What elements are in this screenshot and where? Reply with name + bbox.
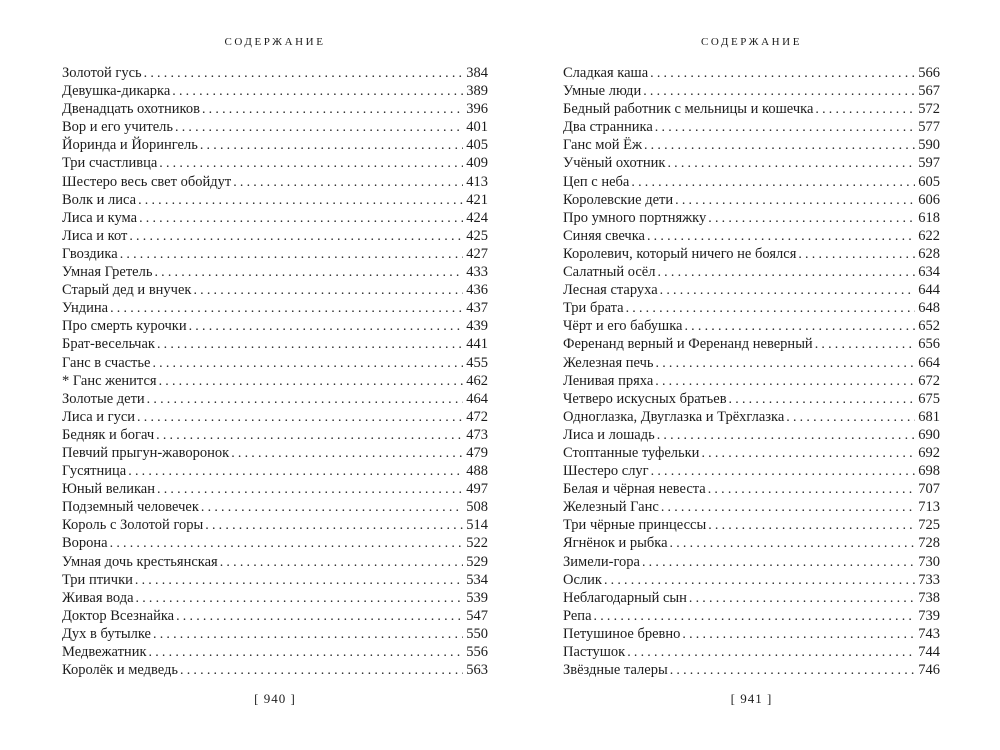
toc-entry (62, 299, 488, 317)
toc-entry (62, 227, 488, 245)
toc-entry (563, 173, 940, 191)
toc-entry-title: Салатный осёл (563, 264, 656, 281)
dot-leader (159, 372, 464, 391)
dot-leader (128, 462, 463, 481)
toc-entry-title: Ганс мой Ёж (563, 137, 642, 154)
toc-entry-title: Три брата (563, 300, 624, 317)
toc-entry-page: 597 (918, 155, 940, 172)
toc-entry-page: 556 (466, 644, 488, 660)
toc-entry-title: Три чёрные принцессы (563, 517, 707, 534)
toc-entry-page: 675 (918, 390, 940, 407)
toc-entry (563, 299, 940, 317)
toc-entry-page: 479 (466, 444, 488, 461)
toc-entry-page: 473 (466, 426, 488, 443)
toc-entry-page: 681 (918, 408, 940, 425)
toc-entry-title: Белая и чёрная невеста (563, 481, 706, 498)
toc-entry-page: 384 (466, 65, 488, 81)
dot-leader (189, 317, 464, 336)
page-right (563, 36, 940, 707)
dot-leader (786, 408, 915, 427)
toc-entry-page: 644 (918, 282, 940, 299)
dot-leader (594, 607, 916, 626)
toc-entry (563, 354, 940, 372)
toc-entry-title: Певчий прыгун-жаворонок (62, 444, 230, 461)
dot-leader (205, 516, 463, 535)
toc-entry-title: Четверо искусных братьев (563, 390, 727, 407)
dot-leader (137, 408, 463, 427)
toc-entry (563, 390, 940, 408)
dot-leader (139, 209, 463, 228)
toc-entry-title: Железная печь (563, 354, 654, 371)
toc-entry-title: Золотые дети (62, 390, 145, 407)
toc-entry (563, 64, 940, 82)
dot-leader (642, 553, 915, 572)
toc-entry-title: Про умного портняжку (563, 209, 707, 226)
dot-leader (667, 154, 915, 173)
toc-entry (563, 589, 940, 607)
dot-leader (220, 553, 464, 572)
page-header: СОДЕРЖАНИЕ (700, 36, 803, 48)
toc-entry-title: Три счастливца (62, 155, 158, 172)
toc-entry-title: Старый дед и внучек (62, 282, 192, 299)
toc-entry-title: Репа (563, 607, 592, 624)
toc-entry (62, 64, 488, 82)
toc-entry-title: Два странника (563, 119, 653, 136)
dot-leader (689, 589, 915, 608)
toc-entry-page: 427 (466, 245, 488, 262)
toc-entry (62, 82, 488, 100)
toc-entry-page: 652 (918, 318, 940, 335)
toc-entry-page: 436 (466, 282, 488, 299)
toc-entry-title: Девушка-дикарка (62, 83, 171, 100)
toc-entry-title: Сладкая каша (563, 65, 649, 81)
toc-entry-page: 566 (918, 65, 940, 81)
toc-entry-page: 739 (918, 607, 940, 624)
toc-entry-page: 664 (918, 354, 940, 371)
toc-entry (563, 245, 940, 263)
dot-leader (675, 191, 915, 210)
toc-entry (62, 191, 488, 209)
toc-entry (62, 408, 488, 426)
toc-entry-page: 455 (466, 354, 488, 371)
dot-leader (815, 100, 915, 119)
toc-entry (62, 498, 488, 516)
toc-entry-page: 656 (918, 336, 940, 353)
toc-entry-page: 738 (918, 589, 940, 606)
dot-leader (200, 136, 463, 155)
toc-entry (62, 118, 488, 136)
dot-leader (202, 100, 463, 119)
toc-entry (563, 643, 940, 661)
dot-leader (231, 444, 463, 463)
toc-entry-title: Йоринда и Йорингель (62, 137, 198, 154)
toc-entry (563, 625, 940, 643)
toc-entry (563, 516, 940, 534)
toc-entry-title: Гвоздика (62, 245, 118, 262)
toc-entry-title: Королевские дети (563, 191, 674, 208)
dot-leader (154, 263, 463, 282)
dot-leader (701, 444, 915, 463)
dot-leader (157, 335, 463, 354)
toc-entry-title: Юный великан (62, 481, 156, 498)
toc-entry-page: 634 (918, 264, 940, 281)
toc-entry-page: 547 (466, 607, 488, 624)
dot-leader (147, 390, 464, 409)
toc-entry-title: Золотой гусь (62, 65, 142, 81)
toc-entry-title: Стоптанные туфельки (563, 444, 700, 461)
toc-entry (62, 643, 488, 661)
toc-entry-page: 713 (918, 499, 940, 516)
dot-leader (152, 354, 463, 373)
toc-entry-page: 441 (466, 336, 488, 353)
toc-entry-title: Цеп с неба (563, 173, 630, 190)
toc-entry (563, 335, 940, 353)
toc-entry-page: 497 (466, 481, 488, 498)
toc-entry-title: Неблагодарный сын (563, 589, 687, 606)
toc-entry-title: Доктор Всезнайка (62, 607, 175, 624)
dot-leader (684, 317, 915, 336)
toc-entry-title: Брат-весельчак (62, 336, 155, 353)
toc-entry (563, 553, 940, 571)
toc-entry-page: 421 (466, 191, 488, 208)
toc-entry (62, 335, 488, 353)
dot-leader (153, 625, 463, 644)
toc-entry-page: 744 (918, 644, 940, 660)
toc-entry (563, 209, 940, 227)
toc-entry-page: 529 (466, 553, 488, 570)
toc-entry (62, 534, 488, 552)
toc-entry (62, 625, 488, 643)
toc-entry-title: Умная Гретель (62, 264, 153, 281)
dot-leader (144, 64, 464, 83)
dot-leader (604, 571, 915, 590)
toc-entry-page: 488 (466, 463, 488, 480)
dot-leader (175, 118, 463, 137)
toc-list-left (62, 64, 488, 679)
toc-entry-page: 567 (918, 83, 940, 100)
dot-leader (670, 661, 916, 680)
toc-entry (62, 136, 488, 154)
toc-entry-title: Лиса и гуси (62, 408, 136, 425)
dot-leader (670, 534, 916, 553)
toc-entry-title: Ундина (62, 300, 109, 317)
dot-leader (657, 263, 915, 282)
dot-leader (157, 480, 463, 499)
toc-entry (62, 354, 488, 372)
toc-entry (563, 607, 940, 625)
dot-leader (655, 118, 915, 137)
toc-entry-page: 508 (466, 499, 488, 516)
toc-entry (563, 118, 940, 136)
toc-entry (563, 480, 940, 498)
toc-entry-title: Дух в бутылке (62, 625, 151, 642)
toc-entry-title: Королёк и медведь (62, 662, 179, 679)
dot-leader (120, 245, 464, 264)
toc-entry (563, 426, 940, 444)
toc-entry-title: Учёный охотник (563, 155, 666, 172)
dot-leader (647, 227, 915, 246)
toc-entry (62, 372, 488, 390)
toc-entry (563, 263, 940, 281)
dot-leader (644, 136, 915, 155)
toc-entry-title: Бедный работник с мельницы и кошечка (563, 101, 814, 118)
toc-entry-page: 733 (918, 571, 940, 588)
toc-entry-page: 405 (466, 137, 488, 154)
toc-entry (563, 82, 940, 100)
toc-entry (563, 317, 940, 335)
dot-leader (627, 643, 915, 662)
toc-entry-page: 698 (918, 463, 940, 480)
dot-leader (180, 661, 463, 680)
toc-entry-page: 725 (918, 517, 940, 534)
toc-entry-page: 690 (918, 426, 940, 443)
dot-leader (656, 354, 916, 373)
toc-entry-page: 730 (918, 553, 940, 570)
toc-entry (62, 281, 488, 299)
toc-entry (563, 191, 940, 209)
toc-entry-page: 605 (918, 173, 940, 190)
toc-entry-title: Лиса и лошадь (563, 426, 655, 443)
toc-entry (62, 553, 488, 571)
toc-entry (62, 607, 488, 625)
toc-entry-page: 618 (918, 209, 940, 226)
toc-entry (563, 100, 940, 118)
toc-entry-title: Синяя свечка (563, 227, 645, 244)
toc-entry (62, 317, 488, 335)
dot-leader (233, 173, 463, 192)
toc-entry-page: 746 (918, 662, 940, 679)
toc-entry (62, 589, 488, 607)
page-header: СОДЕРЖАНИЕ (224, 36, 326, 48)
dot-leader (643, 82, 915, 101)
dot-leader (651, 462, 916, 481)
toc-entry-title: Волк и лиса (62, 191, 137, 208)
toc-entry-page: 590 (918, 137, 940, 154)
toc-entry-title: Три птички (62, 571, 133, 588)
dot-leader (708, 516, 915, 535)
dot-leader (156, 426, 463, 445)
toc-entry (563, 227, 940, 245)
dot-leader (661, 498, 915, 517)
toc-entry-page: 572 (918, 101, 940, 118)
dot-leader (657, 426, 916, 445)
toc-entry-page: 672 (918, 372, 940, 389)
toc-entry (563, 444, 940, 462)
toc-entry-title: Железный Ганс (563, 499, 659, 516)
toc-entry-title: Шестеро весь свет обойдут (62, 173, 232, 190)
toc-entry-page: 743 (918, 625, 940, 642)
toc-entry-page: 534 (466, 571, 488, 588)
dot-leader (159, 154, 463, 173)
dot-leader (172, 82, 463, 101)
toc-entry-page: 425 (466, 227, 488, 244)
toc-entry (563, 136, 940, 154)
page-left (62, 36, 488, 707)
dot-leader (815, 335, 916, 354)
toc-entry-page: 606 (918, 191, 940, 208)
toc-entry-title: Ганс в счастье (62, 354, 151, 371)
toc-entry-page: 437 (466, 300, 488, 317)
toc-entry-title: Звёздные талеры (563, 662, 668, 679)
toc-entry (563, 571, 940, 589)
toc-entry-title: Умная дочь крестьянская (62, 553, 218, 570)
toc-entry (62, 154, 488, 172)
dot-leader (682, 625, 915, 644)
toc-entry (563, 462, 940, 480)
toc-entry-title: Ференанд верный и Ференанд неверный (563, 336, 813, 353)
dot-leader (138, 191, 463, 210)
toc-entry-page: 514 (466, 517, 488, 534)
toc-entry-page: 563 (466, 662, 488, 679)
toc-entry-title: Чёрт и его бабушка (563, 318, 683, 335)
toc-entry-title: Лиса и кот (62, 227, 128, 244)
toc-entry-title: Королевич, который ничего не боялся (563, 245, 797, 262)
toc-entry-title: Зимели-гора (563, 553, 640, 570)
toc-entry (62, 571, 488, 589)
toc-entry (563, 534, 940, 552)
toc-entry-title: Петушиное бревно (563, 625, 681, 642)
toc-entry (62, 516, 488, 534)
dot-leader (660, 281, 916, 300)
dot-leader (708, 480, 916, 499)
dot-leader (631, 173, 915, 192)
toc-entry (62, 462, 488, 480)
toc-entry-title: Умные люди (563, 83, 642, 100)
dot-leader (201, 498, 463, 517)
toc-entry (563, 661, 940, 679)
toc-entry-title: Шестеро слуг (563, 463, 649, 480)
toc-entry-title: Ворона (62, 535, 108, 552)
toc-entry-title: Двенадцать охотников (62, 101, 200, 118)
page-folio: [ 941 ] (730, 691, 773, 707)
toc-entry-title: Одноглазка, Двуглазка и Трёхглазка (563, 408, 785, 425)
toc-entry-page: 522 (466, 535, 488, 552)
toc-entry-page: 692 (918, 444, 940, 461)
dot-leader (129, 227, 463, 246)
toc-entry (62, 426, 488, 444)
toc-entry-page: 409 (466, 155, 488, 172)
toc-entry (62, 245, 488, 263)
toc-entry-page: 728 (918, 535, 940, 552)
toc-entry-title: Лесная старуха (563, 282, 658, 299)
toc-entry (62, 100, 488, 118)
toc-entry-title: Ослик (563, 571, 602, 588)
toc-entry-page: 401 (466, 119, 488, 136)
toc-entry-page: 413 (466, 173, 488, 190)
dot-leader (729, 390, 916, 409)
toc-entry (62, 480, 488, 498)
toc-entry-page: 462 (466, 372, 488, 389)
toc-list-right (563, 64, 940, 679)
toc-entry-title: * Ганс женится (62, 372, 157, 389)
toc-entry-title: Ягнёнок и рыбка (563, 535, 668, 552)
toc-entry (563, 498, 940, 516)
toc-entry-page: 539 (466, 589, 488, 606)
toc-entry-title: Пастушок (563, 644, 626, 660)
toc-entry (62, 661, 488, 679)
dot-leader (193, 281, 463, 300)
toc-entry-title: Бедняк и богач (62, 426, 155, 443)
toc-entry-page: 648 (918, 300, 940, 317)
toc-entry-title: Король с Золотой горы (62, 517, 204, 534)
page-folio: [ 940 ] (254, 691, 296, 707)
toc-entry (563, 154, 940, 172)
toc-entry (563, 372, 940, 390)
dot-leader (650, 64, 915, 83)
toc-entry-title: Гусятница (62, 463, 127, 480)
toc-entry-page: 433 (466, 264, 488, 281)
toc-entry-title: Вор и его учитель (62, 119, 174, 136)
toc-entry-page: 550 (466, 625, 488, 642)
toc-entry (62, 209, 488, 227)
toc-entry-title: Про смерть курочки (62, 318, 187, 335)
toc-entry-page: 628 (918, 245, 940, 262)
toc-entry (62, 263, 488, 281)
toc-entry-page: 622 (918, 227, 940, 244)
toc-entry-page: 472 (466, 408, 488, 425)
toc-entry-title: Подземный человечек (62, 499, 199, 516)
toc-entry-page: 707 (918, 481, 940, 498)
toc-entry-page: 424 (466, 209, 488, 226)
dot-leader (626, 299, 916, 318)
toc-entry (563, 281, 940, 299)
toc-entry-title: Медвежатник (62, 644, 147, 660)
dot-leader (110, 299, 463, 318)
dot-leader (176, 607, 463, 626)
toc-entry (62, 390, 488, 408)
dot-leader (708, 209, 915, 228)
toc-entry (62, 173, 488, 191)
toc-entry-title: Ленивая пряха (563, 372, 654, 389)
dot-leader (136, 589, 464, 608)
dot-leader (110, 534, 464, 553)
toc-entry-page: 439 (466, 318, 488, 335)
toc-entry-page: 577 (918, 119, 940, 136)
toc-entry-page: 389 (466, 83, 488, 100)
dot-leader (655, 372, 915, 391)
dot-leader (135, 571, 463, 590)
toc-entry-title: Живая вода (62, 589, 134, 606)
dot-leader (798, 245, 915, 264)
toc-entry (62, 444, 488, 462)
dot-leader (149, 643, 464, 662)
toc-entry-title: Лиса и кума (62, 209, 138, 226)
toc-entry-page: 464 (466, 390, 488, 407)
toc-entry-page: 396 (466, 101, 488, 118)
toc-entry (563, 408, 940, 426)
